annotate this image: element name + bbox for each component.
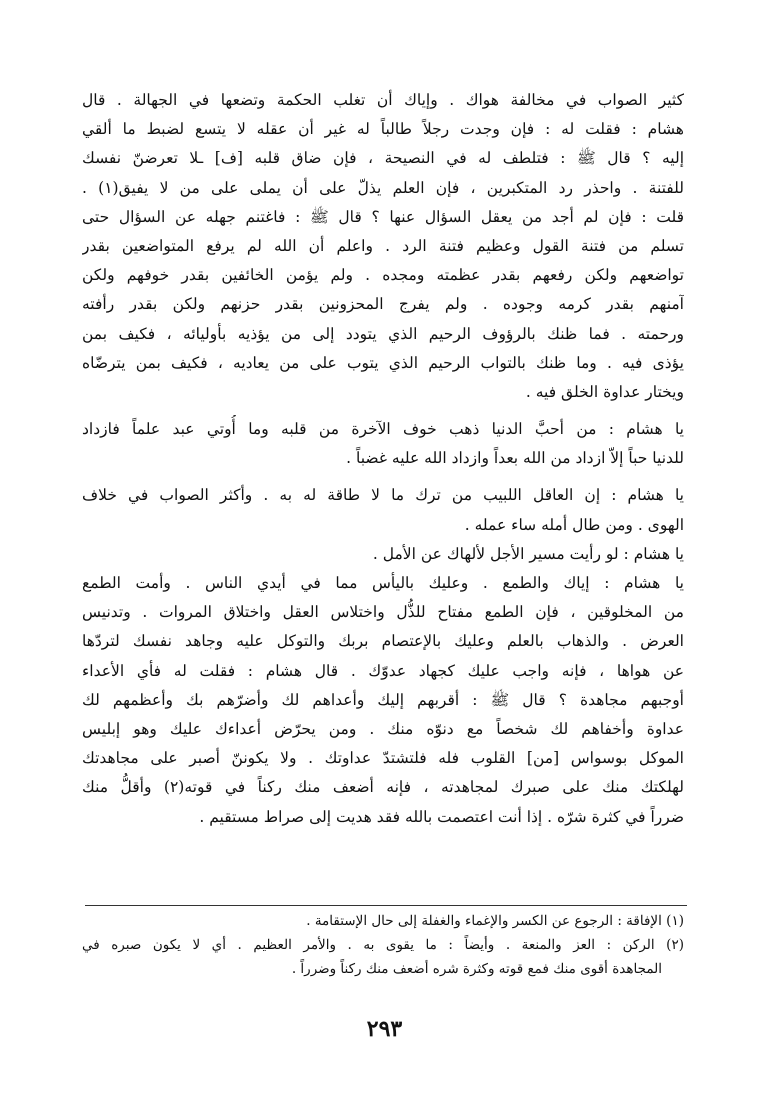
text-line-9: ورحمته . فما ظنك بالرؤوف الرحيم الذي يتودد إلى من يؤذيه بأوليائه ، فكيف بمن [82, 324, 684, 343]
text-line-18: من المخلوقين ، فإن الطمع مفتاح للذُّل واختلاس العقل واختلاق المروات . وتدنيس [82, 603, 684, 622]
footnotes [82, 909, 684, 981]
text-line-24: لهلكتك منك على صبرك لمجاهدته ، فإنه أضعف منك ركناً في قوته(٢) وأقلُّ منك [82, 778, 684, 797]
text-line-16: يا هشام : لو رأيت مسير الأجل لألهاك عن الأمل . [372, 544, 684, 563]
text-line-17: يا هشام : إياك والطمع . وعليك باليأس مما في أيدي الناس . وأمت الطمع [82, 574, 684, 592]
text-line-20: عن هواها ، فإنه واجب عليك كجهاد عدوّك . قال هشام : فقلت له فأي الأعداء [82, 661, 684, 680]
text-line-11: ويختار عداوة الخلق فيه . [525, 382, 684, 401]
text-line-1: كثير الصواب في مخالفة هواك . وإياك أن تغلب الحكمة وتضعها في الجهالة . قال [82, 91, 684, 109]
text-line-6: تسلم من فتنة القول وعظيم فتنة الرد . واعلم أن الله لم يرفع المتواضعين بقدر [82, 236, 684, 255]
text-line-19: العرض . والذهاب بالعلم وعليك بالإعتصام بربك والتوكل عليه وجاهد نفسك لتردّها [82, 632, 684, 651]
text-line-21: أوجبهم مجاهدة ؟ قال ﷺ : أقربهم إليك وأعداهم لك وأضرّهم بك وأعظمهم لك [82, 690, 684, 709]
paragraph-gap [82, 473, 684, 481]
page-number: ٢٩٣ [366, 1016, 403, 1042]
text-line-14: يا هشام : إن العاقل اللبيب من ترك ما لا طاقة له به . وأكثر الصواب في خلاف [82, 486, 684, 505]
footnote-divider [85, 905, 687, 906]
footnote-2-continued: المجاهدة أقوى منك فمع قوته وكثرة شره أضعف منك ركناً وضرراً . [291, 961, 662, 977]
main-text [82, 86, 684, 832]
text-line-25: ضرراً في كثرة شرّه . إذا أنت اعتصمت بالله فقد هديت إلى صراط مستقيم . [199, 807, 684, 826]
text-line-12: يا هشام : من أحبَّ الدنيا ذهب خوف الآخرة من قلبه وما أُوتي عبد علماً فازداد [82, 420, 684, 439]
text-line-15: الهوى . ومن طال أمله ساء عمله . [464, 515, 684, 534]
text-line-2: هشام : فقلت له : فإن وجدت رجلاً طالباً له غير أن عقله لا يتسع لضبط ما ألقي [82, 120, 684, 139]
text-line-10: يؤذى فيه . وما ظنك بالتواب الرحيم الذي يتوب على من يعاديه ، فكيف بمن يترضّاه [82, 353, 684, 372]
text-line-7: تواضعهم ولكن رفعهم بقدر عظمته ومجده . ولم يؤمن الخائفين بقدر خوفهم ولكن [82, 266, 684, 285]
footnote-2: (٢) الركن : العز والمنعة . وأيضاً : ما يقوى به . والأمر العظيم . أي لا يكون صبره في [82, 937, 684, 953]
text-line-23: الموكل بوسواس [من] القلوب فله فلتشتدّ عداوتك . ولا يكوننّ أصبر على مجاهدتك [82, 749, 684, 768]
text-line-13: للدنيا حباً إلاّ ازداد من الله بعداً وازداد الله عليه غضباً . [346, 449, 684, 468]
text-line-3: إليه ؟ قال ﷺ : فتلطف له في النصيحة ، فإن ضاق قلبه [ف] ـلا تعرضنّ نفسك [82, 149, 684, 168]
text-line-4: للفتنة . واحذر رد المتكبرين ، فإن العلم يذلّ على أن يملى على من لا يفيق(١) . [82, 178, 684, 197]
text-line-5: قلت : فإن لم أجد من يعقل السؤال عنها ؟ قال ﷺ : فاغتنم جهله عن السؤال حتى [82, 207, 684, 226]
text-line-22: عداوة وأخفاهم لك شخصاً مع دنوّه منك . ومن يحرّض أعداءك عليك وهو إبليس [82, 719, 684, 738]
footnote-1: (١) الإفاقة : الرجوع عن الكسر والإغماء والغفلة إلى حال الإستقامة . [306, 913, 684, 929]
text-line-8: آمنهم بقدر كرمه وجوده . ولم يفرج المحزونين بقدر حزنهم ولكن بقدر رأفته [82, 295, 684, 314]
paragraph-gap [82, 407, 684, 415]
